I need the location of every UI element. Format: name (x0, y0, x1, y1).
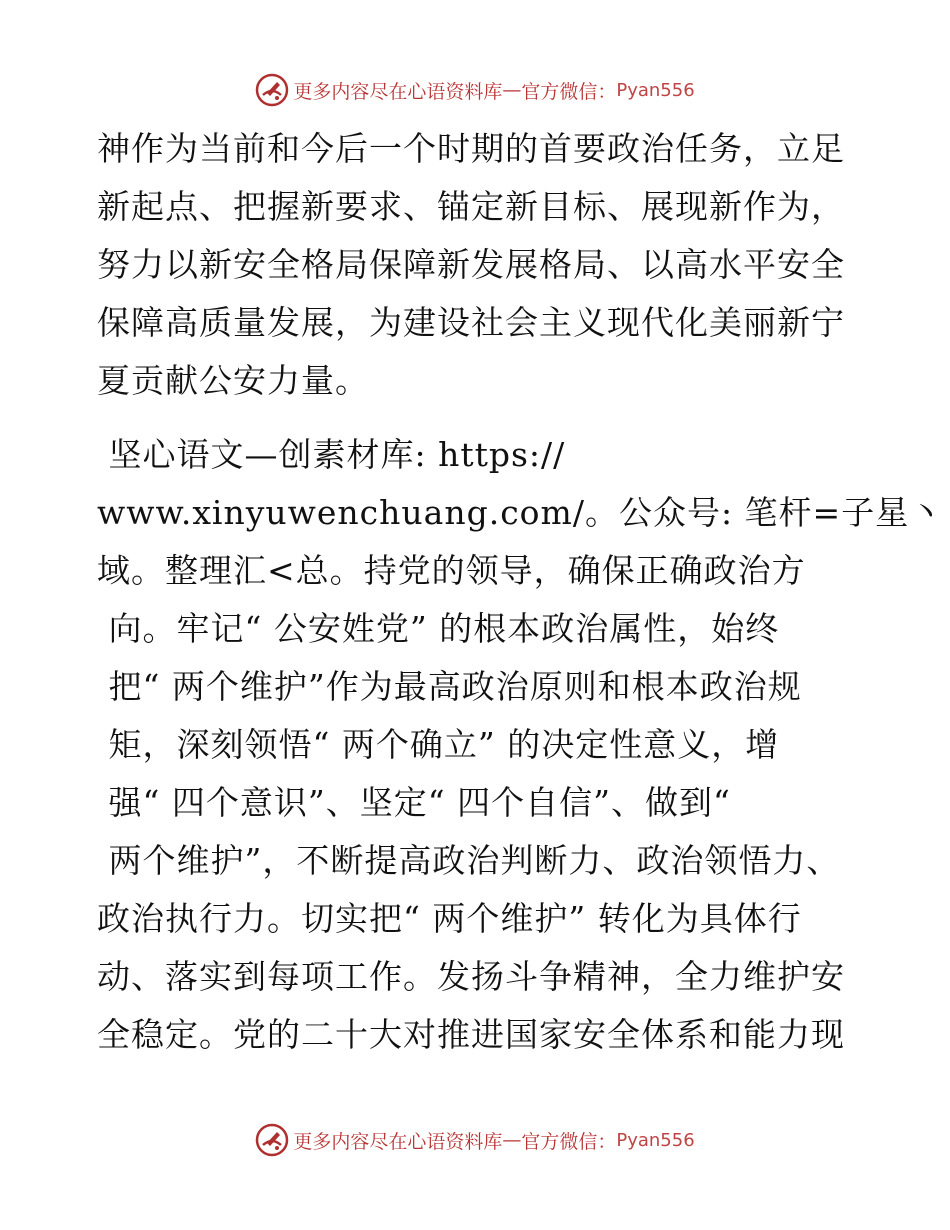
text-line: 保障高质量发展，为建设社会主义现代化美丽新宁 (97, 303, 845, 342)
text-line: 两个维护”，不断提高政治判断力、政治领悟力、 (97, 841, 841, 880)
watermark-wechat-label: 官方微信： (521, 1130, 617, 1153)
watermark-site-text: 更多内容尽在心语资料库 (293, 80, 503, 103)
watermark-account: Pyan556 (616, 79, 695, 101)
text-line: 全稳定。党的二十大对推进国家安全体系和能力现 (97, 1015, 845, 1054)
paragraph-1 (97, 120, 867, 410)
book-pen-logo-icon (255, 73, 289, 107)
text-line: 新起点、把握新要求、锚定新目标、展现新作为， (97, 187, 845, 226)
text-line: 坚心语文—创素材库: https:// (97, 435, 566, 474)
watermark-wechat-label: 官方微信： (521, 80, 617, 103)
watermark-site-text: 更多内容尽在心语资料库 (293, 1130, 503, 1153)
watermark-account: Pyan556 (616, 1129, 695, 1151)
watermark-dash: — (502, 79, 522, 101)
text-line: 域。整理汇<总。持党的领导，确保正确政治方 (97, 551, 806, 590)
footer-watermark (0, 1120, 950, 1160)
text-line: 强“ 四个意识”、坚定“ 四个自信”、做到“ (97, 783, 731, 822)
text-line: 把“ 两个维护”作为最高政治原则和根本政治规 (97, 667, 802, 706)
paragraph-2 (97, 426, 944, 1064)
text-line: 努力以新安全格局保障新发展格局、以高水平安全 (97, 245, 845, 284)
text-line: 夏贡献公安力量。 (97, 361, 369, 400)
text-line: 神作为当前和今后一个时期的首要政治任务，立足 (97, 129, 845, 168)
text-line: 矩，深刻领悟“ 两个确立” 的决定性意义，增 (97, 725, 780, 764)
document-body (97, 120, 944, 1064)
text-line: 向。牢记“ 公安姓党” 的根本政治属性，始终 (97, 609, 780, 648)
paragraph-gap (97, 410, 867, 426)
text-line: 动、落实到每项工作。发扬斗争精神，全力维护安 (97, 957, 845, 996)
text-line: 政治执行力。切实把“ 两个维护” 转化为具体行 (97, 899, 802, 938)
book-pen-logo-icon (255, 1123, 289, 1157)
text-line: www.xinyuwenchuang.com/。公众号: 笔杆=子星丶 (97, 493, 944, 532)
watermark-dash: — (502, 1129, 522, 1151)
header-watermark (0, 70, 950, 110)
